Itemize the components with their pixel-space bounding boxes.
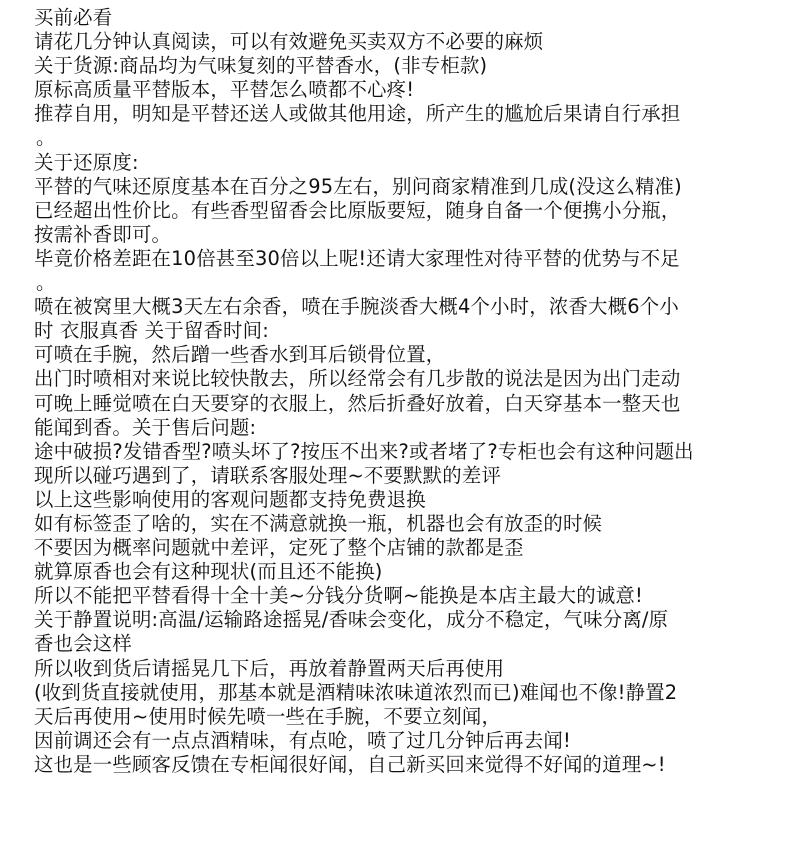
text-line: 因前调还会有一点点酒精味，有点呛，喷了过几分钟后再去闻! (34, 728, 571, 752)
text-line: 不要因为概率问题就中差评，定死了整个店铺的款都是歪 (34, 536, 524, 560)
text-line: 天后再使用~使用时候先喷一些在手腕，不要立刻闻， (34, 704, 502, 728)
text-line: 可晚上睡觉喷在白天要穿的衣服上，然后折叠好放着，白天穿基本一整天也 (34, 391, 681, 415)
text-line: 途中破损?发错香型?喷头坏了?按压不出来?或者堵了?专柜也会有这种问题出 (34, 439, 694, 463)
text-line: 现所以碰巧遇到了，请联系客服处理~不要默默的差评 (34, 463, 502, 487)
text-line: 已经超出性价比。有些香型留香会比原版要短，随身自备一个便携小分瓶， (34, 198, 681, 222)
text-line: 如有标签歪了啥的，实在不满意就换一瓶，机器也会有放歪的时候 (34, 511, 603, 535)
document-text (34, 6, 774, 777)
text-line: 关于货源:商品均为气味复刻的平替香水，(非专柜款) (34, 54, 488, 78)
text-line: 这也是一些顾客反馈在专柜闻很好闻，自己新买回来觉得不好闻的道理~! (34, 752, 666, 776)
text-line: 平替的气味还原度基本在百分之95左右，别问商家精准到几成(没这么精准) (34, 174, 682, 198)
heading-before-purchase: 买前必看 (34, 6, 113, 29)
text-line: 所以不能把平替看得十全十美~分钱分货啊~能换是本店主最大的诚意! (34, 584, 643, 608)
text-line: 。 (36, 126, 56, 150)
text-line: 关于静置说明:高温/运输路途摇晃/香味会变化，成分不稳定，气味分离/原 (34, 608, 669, 632)
text-line: 就算原香也会有这种现状(而且还不能换) (34, 560, 383, 584)
text-line: 按需补香即可。 (34, 222, 172, 246)
text-line: 以上这些影响使用的客观问题都支持免费退换 (34, 487, 426, 511)
text-line: 能闻到香。关于售后问题: (34, 415, 257, 439)
text-line: 出门时喷相对来说比较快散去，所以经常会有几步散的说法是因为出门走动 (34, 367, 681, 391)
text-line: 时 衣服真香 关于留香时间: (34, 319, 269, 343)
text-line: (收到货直接就使用，那基本就是酒精味浓味道浓烈而已)难闻也不像!静置2 (34, 680, 678, 704)
text-line: 推荐自用，明知是平替还送人或做其他用途，所产生的尴尬后果请自行承担 (34, 102, 681, 126)
text-line: 所以收到货后请摇晃几下后，再放着静置两天后再使用 (34, 656, 505, 680)
text-line: 喷在被窝里大概3天左右余香，喷在手腕淡香大概4个小时，浓香大概6个小 (34, 295, 679, 319)
text-line: 毕竟价格差距在10倍甚至30倍以上呢!还请大家理性对待平替的优势与不足 (34, 246, 680, 270)
text-line: 关于还原度: (34, 150, 139, 174)
text-line: 可喷在手腕，然后蹭一些香水到耳后锁骨位置， (34, 343, 446, 367)
text-line: 原标高质量平替版本，平替怎么喷都不心疼! (34, 78, 415, 102)
text-line: 。 (36, 271, 56, 295)
text-line: 请花几分钟认真阅读，可以有效避免买卖双方不必要的麻烦 (34, 30, 544, 54)
text-line: 香也会这样 (34, 632, 132, 656)
